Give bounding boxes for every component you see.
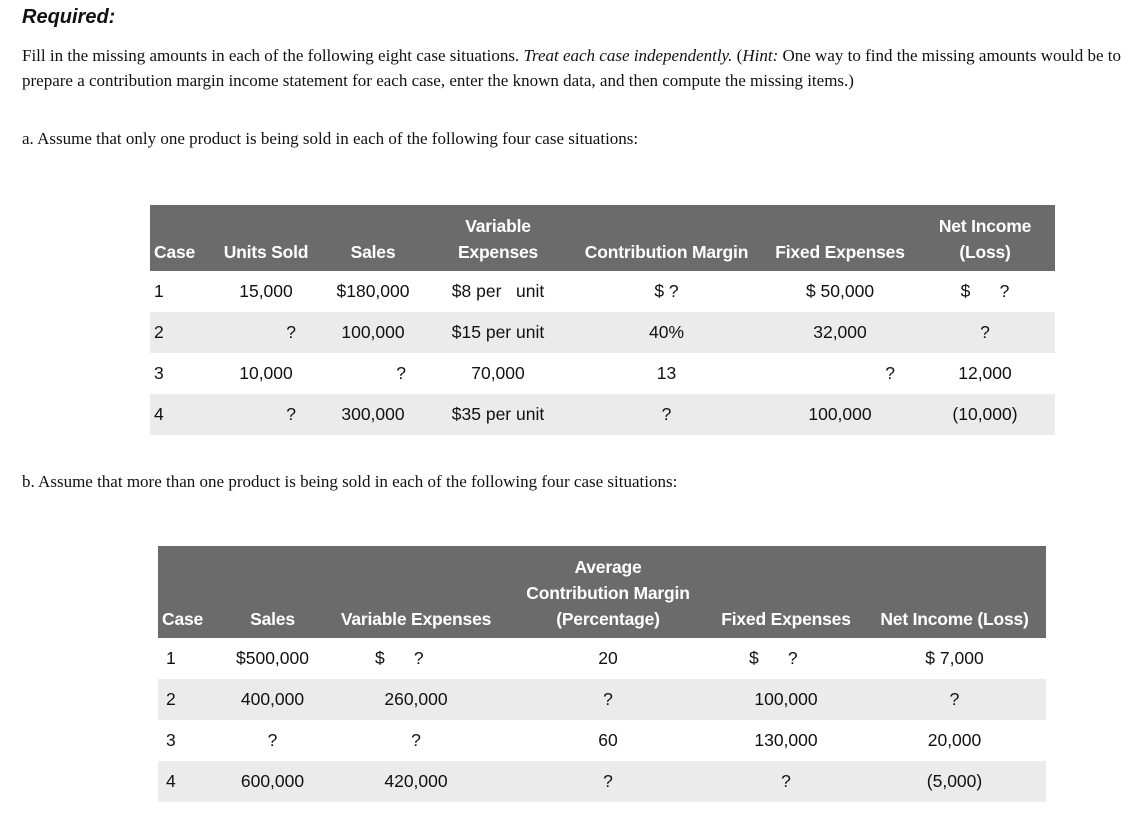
table-row (158, 761, 1046, 802)
cell-variable-expenses: 420,000 (384, 771, 448, 791)
cell-net-income: (10,000) (952, 404, 1018, 424)
part-a-table (150, 205, 1055, 435)
table-row (150, 312, 1055, 353)
header-net-income: Net Income (Loss) (863, 546, 1046, 638)
cell-units-sold: ? (286, 322, 296, 342)
cell-fixed-expenses: ? (885, 363, 895, 383)
instructions-italic: Treat each case independently. (523, 46, 733, 65)
table-row (158, 720, 1046, 761)
cell-fixed-expenses: ? (781, 771, 791, 791)
header-fixed-expenses: Fixed Expenses (709, 546, 863, 638)
cell-net-income: $ 7,000 (925, 648, 984, 668)
cell-sales: 100,000 (341, 322, 405, 342)
table-row (150, 353, 1055, 394)
cell-contribution-margin: 13 (656, 363, 677, 383)
part-a-instruction: a. Assume that only one product is being sold in each of the following four case situations: (22, 129, 639, 148)
instructions-paragraph (22, 44, 1127, 93)
header-units-sold: Units Sold (214, 205, 318, 271)
table-row (150, 394, 1055, 435)
cell-variable-expenses: $8 per unit (451, 281, 545, 301)
cell-net-income: ? (980, 322, 990, 342)
cell-net-income: $ ? (960, 281, 1010, 301)
cell-contribution-margin: ? (603, 771, 613, 791)
header-contribution-margin: Contribution Margin (568, 205, 765, 271)
header-net-income: Net Income (Loss) (915, 205, 1055, 271)
cell-net-income: ? (949, 689, 960, 709)
cell-case: 4 (166, 771, 176, 791)
required-heading: Required: (22, 6, 116, 28)
cell-sales: 600,000 (240, 771, 305, 791)
cell-variable-expenses: 70,000 (471, 363, 525, 383)
header-case: Case (158, 546, 220, 638)
cell-case: 1 (154, 281, 164, 301)
cell-case: 3 (166, 730, 176, 750)
cell-net-income: 20,000 (927, 730, 982, 750)
cell-fixed-expenses: 100,000 (754, 689, 818, 709)
cell-contribution-margin: ? (661, 404, 672, 424)
instructions-main: Fill in the missing amounts in each of the following eight case situations. (22, 46, 524, 65)
part-a-header-row (150, 205, 1055, 271)
cell-variable-expenses: ? (411, 730, 421, 750)
cell-sales: 300,000 (341, 404, 405, 424)
hint-label: Hint: (742, 46, 779, 65)
part-b-instruction: b. Assume that more than one product is being sold in each of the following four case situations: (22, 472, 678, 491)
cell-fixed-expenses: 100,000 (808, 404, 872, 424)
cell-case: 1 (166, 648, 176, 668)
cell-contribution-margin: 20 (598, 648, 618, 668)
header-sales: Sales (318, 205, 428, 271)
cell-contribution-margin: 40% (648, 322, 685, 342)
cell-units-sold: 10,000 (239, 363, 293, 383)
cell-contribution-margin: 60 (598, 730, 618, 750)
cell-units-sold: 15,000 (239, 281, 293, 301)
cell-fixed-expenses: $ 50,000 (805, 281, 875, 301)
cell-case: 4 (154, 404, 164, 424)
cell-sales: $180,000 (336, 281, 410, 301)
cell-contribution-margin: $ ? (654, 281, 679, 301)
cell-variable-expenses: 260,000 (384, 689, 448, 709)
table-row (158, 679, 1046, 720)
cell-fixed-expenses: 130,000 (754, 730, 818, 750)
cell-fixed-expenses: $ ? (749, 648, 798, 668)
hint-text: One way to find the missing amounts would be to prepare a contribution margin income statement for each case, enter the known data, and then compute the missing items.) (22, 46, 1122, 90)
header-sales: Sales (220, 546, 325, 638)
cell-variable-expenses: $35 per unit (451, 404, 545, 424)
hint-open: ( (732, 46, 743, 65)
cell-variable-expenses: $ ? (375, 648, 424, 668)
cell-variable-expenses: $15 per unit (451, 322, 545, 342)
header-variable-expenses: Variable Expenses (325, 546, 507, 638)
header-fixed-expenses: Fixed Expenses (765, 205, 915, 271)
part-b-table (158, 546, 1046, 802)
cell-sales: 400,000 (240, 689, 305, 709)
cell-fixed-expenses: 32,000 (813, 322, 867, 342)
cell-units-sold: ? (286, 404, 296, 424)
header-case: Case (150, 205, 214, 271)
table-row (150, 271, 1055, 312)
part-b-header-row (158, 546, 1046, 638)
cell-contribution-margin: ? (603, 689, 613, 709)
header-variable-expenses: Variable Expenses (428, 205, 568, 271)
table-row (158, 638, 1046, 679)
header-average-contribution-margin: Average Contribution Margin (Percentage) (507, 546, 709, 638)
cell-case: 2 (166, 689, 176, 709)
cell-net-income: (5,000) (926, 771, 983, 791)
cell-sales: $500,000 (236, 648, 309, 668)
cell-case: 2 (154, 322, 164, 342)
cell-sales: ? (267, 730, 278, 750)
cell-net-income: 12,000 (958, 363, 1012, 383)
cell-case: 3 (154, 363, 164, 383)
cell-sales: ? (396, 363, 406, 383)
